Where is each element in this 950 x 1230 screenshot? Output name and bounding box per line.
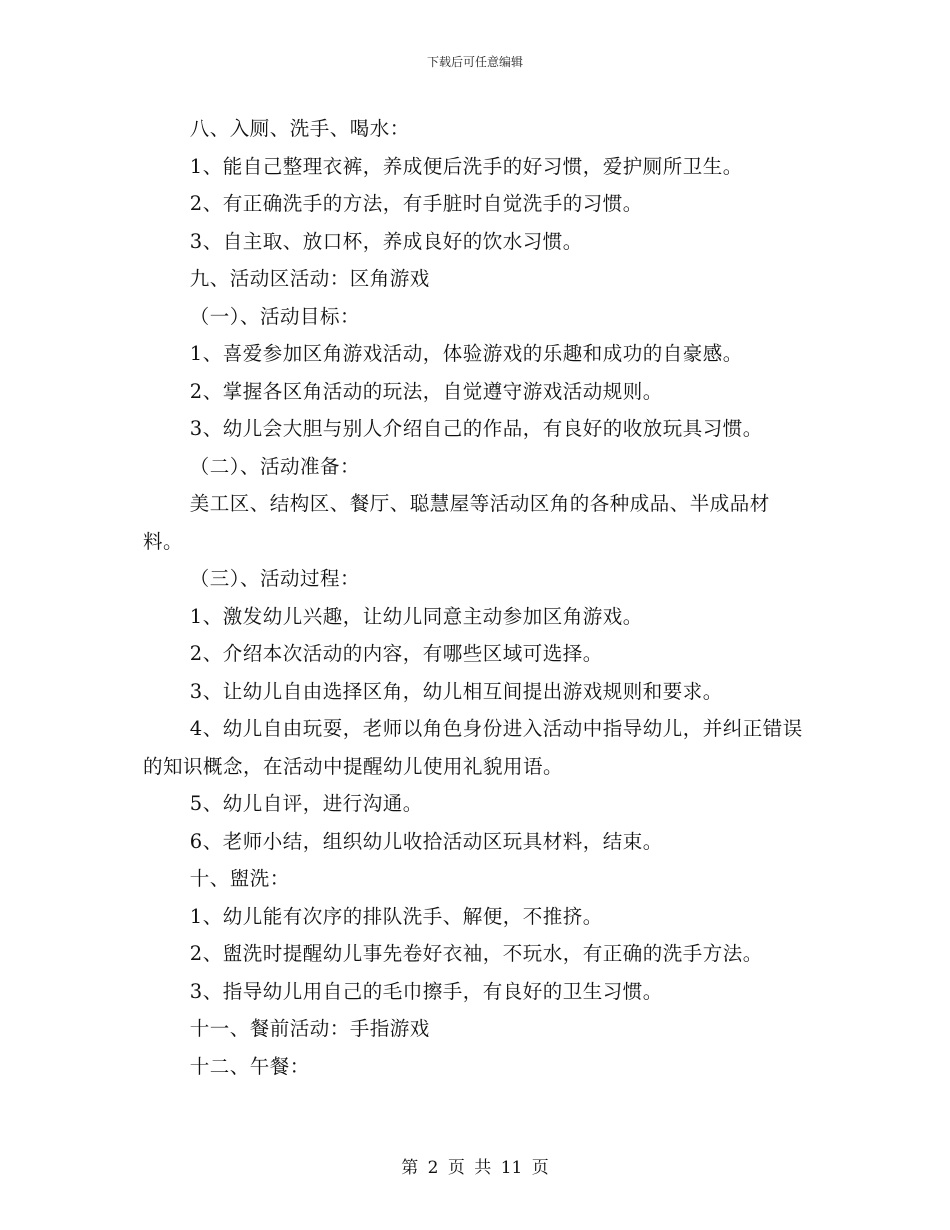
paragraph: 2、盥洗时提醒幼儿事先卷好衣袖，不玩水，有正确的洗手方法。	[189, 942, 763, 965]
paragraph: 九、活动区活动：区角游戏	[189, 267, 430, 290]
paragraph: 1、幼儿能有次序的排队洗手、解便，不推挤。	[189, 904, 603, 928]
paragraph: 3、自主取、放口杯，养成良好的饮水习惯。	[189, 229, 583, 253]
paragraph: 2、有正确洗手的方法，有手脏时自觉洗手的习惯。	[189, 192, 643, 215]
paragraph: 1、喜爱参加区角游戏活动，体验游戏的乐趣和成功的自豪感。	[189, 342, 743, 365]
paragraph: 4、幼儿自由玩耍，老师以角色身份进入活动中指导幼儿，并纠正错误的知识概念，在活动中提醒幼儿使用礼貌用语。	[143, 717, 803, 778]
paragraph: 3、指导幼儿用自己的毛巾擦手，有良好的卫生习惯。	[189, 979, 663, 1003]
paragraph: （二）、活动准备：	[189, 454, 361, 478]
paragraph: 十二、午餐：	[189, 1054, 310, 1078]
document-body	[143, 110, 808, 1085]
paragraph: 6、老师小结，组织幼儿收拾活动区玩具材料，结束。	[189, 829, 663, 853]
paragraph: 3、幼儿会大胆与别人介绍自己的作品，有良好的收放玩具习惯。	[189, 417, 763, 440]
paragraph: 2、掌握各区角活动的玩法，自觉遵守游戏活动规则。	[189, 379, 663, 403]
paragraph: 3、让幼儿自由选择区角，幼儿相互间提出游戏规则和要求。	[189, 679, 723, 703]
paragraph: 美工区、结构区、餐厅、聪慧屋等活动区角的各种成品、半成品材料。	[143, 492, 770, 553]
paragraph: （三）、活动过程：	[189, 567, 361, 590]
paragraph: （一）、活动目标：	[189, 304, 361, 328]
paragraph: 2、介绍本次活动的内容，有哪些区域可选择。	[189, 642, 603, 665]
paragraph: 5、幼儿自评，进行沟通。	[189, 792, 423, 815]
paragraph: 十、盥洗：	[189, 867, 290, 890]
paragraph: 1、激发幼儿兴趣，让幼儿同意主动参加区角游戏。	[189, 604, 643, 628]
page-header: 下载后可任意编辑	[426, 55, 523, 69]
paragraph: 1、能自己整理衣裤，养成便后洗手的好习惯，爱护厕所卫生。	[189, 154, 743, 178]
page-footer: 第 2 页 共 11 页	[401, 1158, 549, 1178]
paragraph: 八、入厕、洗手、喝水：	[189, 117, 410, 140]
paragraph: 十一、餐前活动：手指游戏	[189, 1017, 430, 1040]
